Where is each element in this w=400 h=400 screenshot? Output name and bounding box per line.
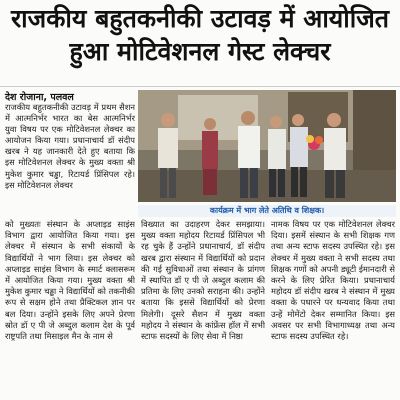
intro-paragraph: राजकीय बहुतकनीकी उटावड़ में प्रथम सैशन में आत्मनिर्भर भारत का बेस आत्मनिर्भर युवा विषय पर एक मोटिवेशनल लेक्चर का आयोजन किया गया। प्रधानाचार्य डॉ संदीप खरब ने यह जानकारी देते हुए बताया कि इस मोटिवेशनल लेक्चर के मुख्य वक्ता श्री मुकेश कुमार चड्ढा, रिटायर्ड प्रिंसिपल रहे। इस मोटिवेशनल लेक्चर (5, 102, 135, 190)
article-column-2: विख्यात का उदाहरण देकर समझाया। मुख्य वक्ता महोदय रिटायर्ड प्रिंसिपल भी रह चुके हैं उन्होंने प्रधानाचार्य, डॉ संदीप खरब द्वारा संस्थान में विद्यार्थियों को प्रदान की गई सुविधाओं तथा संस्थान के प्रांगण में स्थापित डॉ ए पी जे अब्दुल कलाम की प्रतिमा के लिए उनको सराहना की। उन्होंने बताया कि इससे विद्यार्थियों को प्रेरणा मिलेगी। दूसरे सैशन में मुख्य वक्ता महोदय ने संस्थान के कांफ्रेंस हॉल में सभी स्टाफ सदस्यों के लिए सेवा में निष्ठा (141, 219, 265, 342)
article-column-1: को मुख्यतः संस्थान के अप्लाइड साइंस विभाग द्वारा आयोजित किया गया। इस लेक्चर में संस्थान के सभी संकायों के विद्यार्थियों ने भाग लिया। इस लेक्चर को अप्लाइड साइंस विभाग के स्मार्ट क्लासरूम में आयोजित किया गया। मुख्य वक्ता श्री मुकेश कुमार चड्ढा ने विद्यार्थियों को तकनीकी रूप से सक्षम होने तथा प्रैक्टिकल ज्ञान पर बल दिया। उन्होंने इसके लिए अपने प्रेरणा स्रोत डॉ ए पी जे अब्दुल कलाम देश के पूर्व राष्ट्रपति तथा मिसाइल मैन के नाम से (5, 219, 135, 342)
headline-line-1: राजकीय बहुतकनीकी उटावड़ में आयोजित (10, 4, 390, 33)
article-body (5, 219, 395, 397)
event-photo-illustration (138, 90, 396, 202)
dateline: देश रोजाना, पलवल (5, 92, 74, 103)
photo-caption: कार्यक्रम में भाग लेते अतिथि व शिक्षक। (138, 205, 396, 217)
headline (0, 2, 400, 68)
divider (0, 86, 400, 87)
headline-line-2: हुआ मोटिवेशनल गेस्ट लेक्चर (69, 37, 331, 66)
article-column-3: नामक विषय पर एक मोटिवेशनल लेक्चर दिया। इसमें संस्थान के सभी शिक्षक गण तथा अन्य स्टाफ सदस्य उपस्थित रहे। इस लेक्चर में मुख्य वक्ता ने सभी सदस्य तथा शिक्षक गणों को अपनी ड्यूटी ईमानदारी से करने के लिए प्रेरित किया। प्रधानाचार्य महोदय डॉ संदीप खरब ने संस्थान में मुख्य वक्ता के पधारने पर धन्यवाद किया तथा उन्हें मोमेंटो देकर सम्मानित किया। इस अवसर पर सभी विभागाध्यक्ष तथा अन्य स्टाफ सदस्य उपस्थित रहे। (271, 219, 395, 342)
event-photo (138, 90, 396, 202)
